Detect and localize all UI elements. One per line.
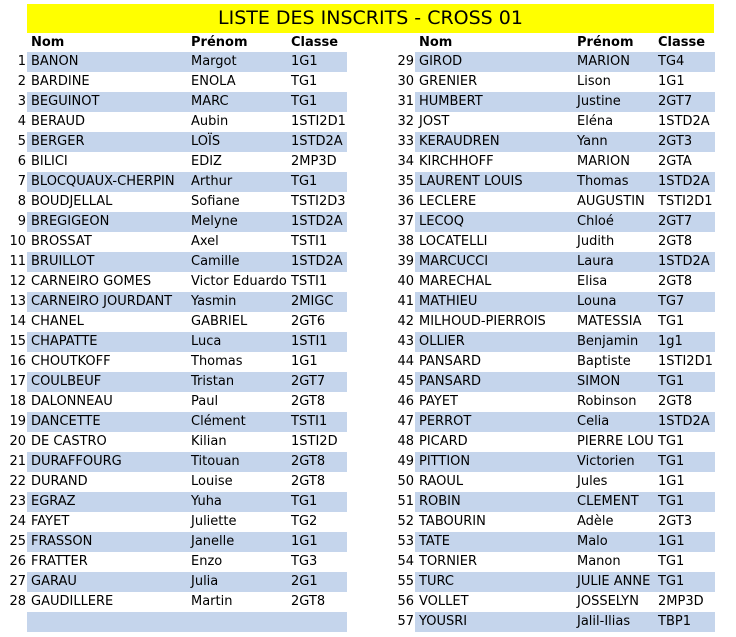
row-number: 40 [397, 274, 414, 289]
classe-cell: TG1 [658, 454, 685, 469]
table-row [0, 152, 736, 172]
prenom-cell: Juliette [191, 514, 237, 529]
row-number: 37 [397, 214, 414, 229]
row-number: 49 [397, 454, 414, 469]
table-row [0, 472, 736, 492]
classe-cell: 1STI1 [291, 334, 328, 349]
row-number: 14 [9, 314, 26, 329]
table-row [0, 232, 736, 252]
classe-cell: TG1 [658, 314, 685, 329]
row-number: 10 [9, 234, 26, 249]
prenom-cell: ENOLA [191, 74, 236, 89]
row-number: 6 [17, 154, 26, 169]
header-prenom-right: Prénom [577, 35, 634, 50]
nom-cell: VOLLET [419, 594, 469, 609]
page-title: LISTE DES INSCRITS - CROSS 01 [27, 4, 714, 33]
classe-cell: 1STI2D1 [291, 114, 346, 129]
prenom-cell: Jalil-Ilias [577, 614, 631, 629]
classe-cell: 1g1 [658, 334, 683, 349]
row-number: 55 [397, 574, 414, 589]
nom-cell: BARDINE [31, 74, 90, 89]
nom-cell: DE CASTRO [31, 434, 107, 449]
nom-cell: CARNEIRO GOMES [31, 274, 152, 289]
prenom-cell: MARION [577, 154, 630, 169]
prenom-cell: Jules [577, 474, 608, 489]
nom-cell: DURAND [31, 474, 88, 489]
prenom-cell: Yuha [191, 494, 222, 509]
nom-cell: JOST [419, 114, 450, 129]
prenom-cell: Enzo [191, 554, 223, 569]
table-row [0, 112, 736, 132]
classe-cell: 1STD2A [658, 174, 710, 189]
classe-cell: 1STD2A [658, 114, 710, 129]
prenom-cell: Lison [577, 74, 611, 89]
nom-cell: DANCETTE [31, 414, 101, 429]
prenom-cell: Yann [577, 134, 608, 149]
nom-cell: BERAUD [31, 114, 86, 129]
prenom-cell: Louise [191, 474, 233, 489]
nom-cell: BOUDJELLAL [31, 194, 113, 209]
header-nom-right: Nom [419, 35, 453, 50]
nom-cell: BRUILLOT [31, 254, 95, 269]
row-number: 32 [397, 114, 414, 129]
row-number: 45 [397, 374, 414, 389]
nom-cell: FAYET [31, 514, 70, 529]
nom-cell: CARNEIRO JOURDANT [31, 294, 173, 309]
classe-cell: TG1 [658, 374, 685, 389]
prenom-cell: Elisa [577, 274, 608, 289]
prenom-cell: Thomas [577, 174, 629, 189]
nom-cell: DALONNEAU [31, 394, 113, 409]
nom-cell: BERGER [31, 134, 85, 149]
row-number: 2 [17, 74, 26, 89]
classe-cell: 1STD2A [658, 254, 710, 269]
nom-cell: YOUSRI [419, 614, 468, 629]
row-number: 13 [9, 294, 26, 309]
prenom-cell: Malo [577, 534, 608, 549]
nom-cell: EGRAZ [31, 494, 76, 509]
table-row [0, 532, 736, 552]
table-row [0, 612, 736, 632]
nom-cell: LECLERE [419, 194, 477, 209]
classe-cell: 1G1 [291, 54, 318, 69]
prenom-cell: Paul [191, 394, 219, 409]
prenom-cell: LOÏS [191, 134, 221, 149]
row-number: 7 [17, 174, 26, 189]
prenom-cell: AUGUSTIN [577, 194, 645, 209]
table-row [0, 352, 736, 372]
classe-cell: 2GT8 [291, 474, 326, 489]
prenom-cell: Clément [191, 414, 246, 429]
prenom-cell: Eléna [577, 114, 614, 129]
prenom-cell: Kilian [191, 434, 227, 449]
classe-cell: 1STI2D1 [658, 354, 713, 369]
row-number: 15 [9, 334, 26, 349]
prenom-cell: EDIZ [191, 154, 222, 169]
classe-cell: TSTI2D3 [291, 194, 346, 209]
prenom-cell: Julia [191, 574, 219, 589]
table-row [0, 592, 736, 612]
nom-cell: CHOUTKOFF [31, 354, 111, 369]
row-number: 43 [397, 334, 414, 349]
classe-cell: 2MP3D [291, 154, 337, 169]
row-number: 8 [17, 194, 26, 209]
prenom-cell: Manon [577, 554, 621, 569]
classe-cell: 2GTA [658, 154, 692, 169]
nom-cell: HUMBERT [419, 94, 483, 109]
classe-cell: TG1 [658, 574, 685, 589]
classe-cell: 2GT3 [658, 514, 693, 529]
classe-cell: 1G1 [658, 534, 685, 549]
row-number: 26 [9, 554, 26, 569]
table-row [0, 172, 736, 192]
nom-cell: TURC [419, 574, 454, 589]
row-number: 5 [17, 134, 26, 149]
classe-cell: 1STD2A [291, 214, 343, 229]
nom-cell: TORNIER [419, 554, 478, 569]
classe-cell: TG1 [291, 174, 318, 189]
classe-cell: 2GT3 [658, 134, 693, 149]
prenom-cell: Aubin [191, 114, 229, 129]
table-row [0, 192, 736, 212]
classe-cell: 2GT8 [291, 454, 326, 469]
row-number: 9 [17, 214, 26, 229]
prenom-cell: Janelle [191, 534, 235, 549]
table-row [0, 372, 736, 392]
prenom-cell: CLEMENT [577, 494, 639, 509]
row-number: 22 [9, 474, 26, 489]
nom-cell: LOCATELLI [419, 234, 488, 249]
nom-cell: PITTION [419, 454, 471, 469]
classe-cell: 2MIGC [291, 294, 334, 309]
nom-cell: TATE [419, 534, 450, 549]
classe-cell: TG1 [658, 494, 685, 509]
nom-cell: PAYET [419, 394, 458, 409]
prenom-cell: Melyne [191, 214, 238, 229]
nom-cell: BILICI [31, 154, 68, 169]
nom-cell: LECOQ [419, 214, 464, 229]
row-number: 38 [397, 234, 414, 249]
classe-cell: 2GT7 [291, 374, 326, 389]
nom-cell: FRASSON [31, 534, 93, 549]
classe-cell: 1STD2A [291, 134, 343, 149]
prenom-cell: Luca [191, 334, 222, 349]
classe-cell: TSTI1 [291, 414, 328, 429]
row-number: 31 [397, 94, 414, 109]
row-number: 41 [397, 294, 414, 309]
row-number: 21 [9, 454, 26, 469]
classe-cell: TSTI1 [291, 234, 328, 249]
classe-cell: TBP1 [658, 614, 691, 629]
prenom-cell: MARION [577, 54, 630, 69]
classe-cell: TG7 [658, 294, 685, 309]
prenom-cell: Titouan [191, 454, 240, 469]
table-row [0, 292, 736, 312]
nom-cell: PANSARD [419, 374, 482, 389]
classe-cell: TG1 [291, 94, 318, 109]
prenom-cell: Yasmin [191, 294, 237, 309]
table-row [0, 332, 736, 352]
classe-cell: 2GT8 [291, 594, 326, 609]
nom-cell: BLOCQUAUX-CHERPIN [31, 174, 175, 189]
prenom-cell: JULIE ANNE [577, 574, 651, 589]
prenom-cell: Justine [577, 94, 621, 109]
table-row [0, 92, 736, 112]
table-row [0, 52, 736, 72]
prenom-cell: Baptiste [577, 354, 631, 369]
nom-cell: PERROT [419, 414, 472, 429]
row-number: 51 [397, 494, 414, 509]
nom-cell: GARAU [31, 574, 77, 589]
prenom-cell: Thomas [191, 354, 243, 369]
row-number: 16 [9, 354, 26, 369]
nom-cell: PICARD [419, 434, 468, 449]
row-number: 17 [9, 374, 26, 389]
table-row [0, 552, 736, 572]
classe-cell: 2GT8 [658, 274, 693, 289]
classe-cell: TSTI2D1 [658, 194, 713, 209]
nom-cell: MARECHAL [419, 274, 492, 289]
prenom-cell: Laura [577, 254, 614, 269]
classe-cell: 2G1 [291, 574, 318, 589]
table-row [0, 412, 736, 432]
classe-cell: TG1 [658, 434, 685, 449]
nom-cell: PANSARD [419, 354, 482, 369]
table-row [0, 252, 736, 272]
prenom-cell: GABRIEL [191, 314, 248, 329]
row-number: 1 [17, 54, 26, 69]
row-number: 29 [397, 54, 414, 69]
classe-cell: 1G1 [658, 74, 685, 89]
classe-cell: 1G1 [658, 474, 685, 489]
classe-cell: 1STD2A [658, 414, 710, 429]
row-number: 27 [9, 574, 26, 589]
nom-cell: BANON [31, 54, 79, 69]
nom-cell: DURAFFOURG [31, 454, 122, 469]
header-prenom-left: Prénom [191, 35, 248, 50]
header-classe-left: Classe [291, 35, 339, 50]
classe-cell: 2GT8 [291, 394, 326, 409]
prenom-cell: Victorien [577, 454, 635, 469]
row-number: 18 [9, 394, 26, 409]
row-number: 35 [397, 174, 414, 189]
row-number: 52 [397, 514, 414, 529]
prenom-cell: Martin [191, 594, 233, 609]
nom-cell: KIRCHHOFF [419, 154, 494, 169]
classe-cell: 1G1 [291, 534, 318, 549]
table-row [0, 432, 736, 452]
row-number: 56 [397, 594, 414, 609]
nom-cell: MARCUCCI [419, 254, 489, 269]
nom-cell: MILHOUD-PIERROIS [419, 314, 546, 329]
prenom-cell: MATESSIA [577, 314, 642, 329]
table-row [0, 272, 736, 292]
row-number: 30 [397, 74, 414, 89]
classe-cell: TG1 [658, 554, 685, 569]
row-number: 34 [397, 154, 414, 169]
classe-cell: TG3 [291, 554, 318, 569]
classe-cell: 2GT8 [658, 394, 693, 409]
classe-cell: 1STI2D [291, 434, 338, 449]
classe-cell: 2GT7 [658, 94, 693, 109]
prenom-cell: Sofiane [191, 194, 240, 209]
prenom-cell: Tristan [191, 374, 235, 389]
nom-cell: COULBEUF [31, 374, 102, 389]
row-number: 24 [9, 514, 26, 529]
row-number: 57 [397, 614, 414, 629]
row-number: 25 [9, 534, 26, 549]
row-number: 36 [397, 194, 414, 209]
classe-cell: TG1 [291, 74, 318, 89]
nom-cell: BEGUINOT [31, 94, 100, 109]
prenom-cell: Robinson [577, 394, 637, 409]
table-row [0, 452, 736, 472]
nom-cell: MATHIEU [419, 294, 478, 309]
prenom-cell: Adèle [577, 514, 614, 529]
prenom-cell: Benjamin [577, 334, 639, 349]
prenom-cell: Judith [577, 234, 615, 249]
prenom-cell: PIERRE LOU [577, 434, 654, 449]
nom-cell: CHANEL [31, 314, 84, 329]
classe-cell: 2MP3D [658, 594, 704, 609]
nom-cell: GRENIER [419, 74, 478, 89]
nom-cell: CHAPATTE [31, 334, 98, 349]
row-number: 54 [397, 554, 414, 569]
row-number: 28 [9, 594, 26, 609]
nom-cell: GAUDILLERE [31, 594, 114, 609]
prenom-cell: Arthur [191, 174, 233, 189]
row-number: 4 [17, 114, 26, 129]
table-row [0, 132, 736, 152]
row-number: 47 [397, 414, 414, 429]
prenom-cell: MARC [191, 94, 229, 109]
classe-cell: TSTI1 [291, 274, 328, 289]
table-row [0, 212, 736, 232]
header-classe-right: Classe [658, 35, 706, 50]
nom-cell: BROSSAT [31, 234, 92, 249]
row-number: 20 [9, 434, 26, 449]
row-number: 19 [9, 414, 26, 429]
classe-cell: 2GT8 [658, 234, 693, 249]
table-row [0, 572, 736, 592]
nom-cell: TABOURIN [419, 514, 486, 529]
header-nom-left: Nom [31, 35, 65, 50]
row-number: 50 [397, 474, 414, 489]
row-number: 44 [397, 354, 414, 369]
row-number: 42 [397, 314, 414, 329]
prenom-cell: Louna [577, 294, 617, 309]
classe-cell: 2GT7 [658, 214, 693, 229]
classe-cell: TG2 [291, 514, 318, 529]
prenom-cell: JOSSELYN [577, 594, 639, 609]
row-number: 53 [397, 534, 414, 549]
table-row [0, 72, 736, 92]
nom-cell: ROBIN [419, 494, 461, 509]
row-number: 3 [17, 94, 26, 109]
row-number: 12 [9, 274, 26, 289]
classe-cell: 2GT6 [291, 314, 326, 329]
table-row [0, 492, 736, 512]
prenom-cell: Camille [191, 254, 240, 269]
classe-cell: 1G1 [291, 354, 318, 369]
row-number: 48 [397, 434, 414, 449]
classe-cell: TG4 [658, 54, 685, 69]
nom-cell: KERAUDREN [419, 134, 500, 149]
prenom-cell: Victor Eduardo [191, 274, 287, 289]
table-row [0, 392, 736, 412]
row-number: 39 [397, 254, 414, 269]
table-row [0, 512, 736, 532]
nom-cell: GIROD [419, 54, 463, 69]
classe-cell: 1STD2A [291, 254, 343, 269]
row-number: 46 [397, 394, 414, 409]
prenom-cell: Margot [191, 54, 237, 69]
prenom-cell: Axel [191, 234, 219, 249]
classe-cell: TG1 [291, 494, 318, 509]
nom-cell: RAOUL [419, 474, 464, 489]
prenom-cell: Chloé [577, 214, 614, 229]
row-number: 23 [9, 494, 26, 509]
nom-cell: OLLIER [419, 334, 465, 349]
prenom-cell: SIMON [577, 374, 621, 389]
row-number: 33 [397, 134, 414, 149]
nom-cell: FRATTER [31, 554, 88, 569]
table-row [0, 312, 736, 332]
row-number: 11 [9, 254, 26, 269]
nom-cell: BREGIGEON [31, 214, 110, 229]
prenom-cell: Celia [577, 414, 610, 429]
nom-cell: LAURENT LOUIS [419, 174, 523, 189]
